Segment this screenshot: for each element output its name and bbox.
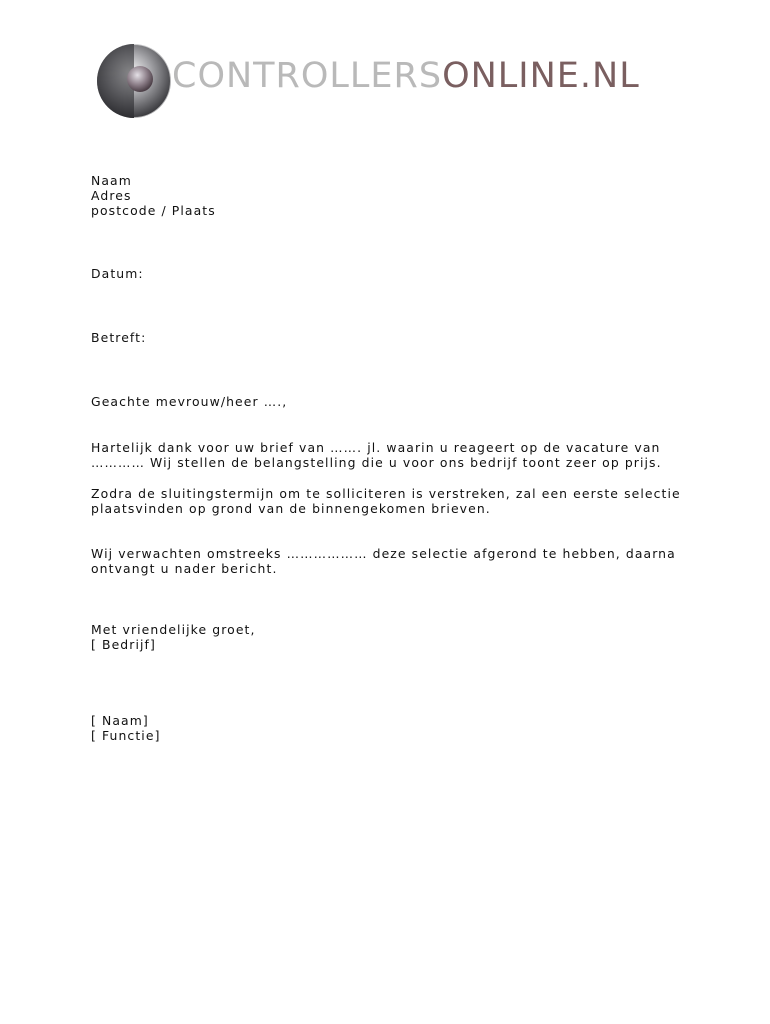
date-label: Datum: xyxy=(91,266,144,281)
salutation: Geachte mevrouw/heer …., xyxy=(91,394,288,409)
body-paragraph-2-line-2: plaatsvinden op grond van de binnengekomen brieven. xyxy=(91,501,491,516)
body-paragraph-1-line-2: ………… Wij stellen de belangstelling die u voor ons bedrijf toont zeer op prijs. xyxy=(91,455,662,470)
body-paragraph-3-line-2: ontvangt u nader bericht. xyxy=(91,561,278,576)
signature-name: [ Naam] xyxy=(91,713,149,728)
logo-text-part2: ONLINE.NL xyxy=(442,56,640,96)
sender-postcode-city: postcode / Plaats xyxy=(91,203,216,218)
closing-company: [ Bedrijf] xyxy=(91,637,156,652)
closing-greeting: Met vriendelijke groet, xyxy=(91,622,256,637)
logo-emblem-icon xyxy=(96,42,176,122)
logo-text-part1: CONTROLLERS xyxy=(172,56,443,96)
logo-text xyxy=(172,56,640,96)
body-paragraph-1-line-1: Hartelijk dank voor uw brief van ……. jl. waarin u reageert op de vacature van xyxy=(91,440,661,455)
subject-label: Betreft: xyxy=(91,330,147,345)
body-paragraph-2-line-1: Zodra de sluitingstermijn om te solliciteren is verstreken, zal een eerste selectie xyxy=(91,486,681,501)
signature-function: [ Functie] xyxy=(91,728,161,743)
sender-name: Naam xyxy=(91,173,132,188)
logo xyxy=(96,42,706,122)
body-paragraph-3-line-1: Wij verwachten omstreeks ……………… deze selectie afgerond te hebben, daarna xyxy=(91,546,676,561)
sender-address: Adres xyxy=(91,188,132,203)
